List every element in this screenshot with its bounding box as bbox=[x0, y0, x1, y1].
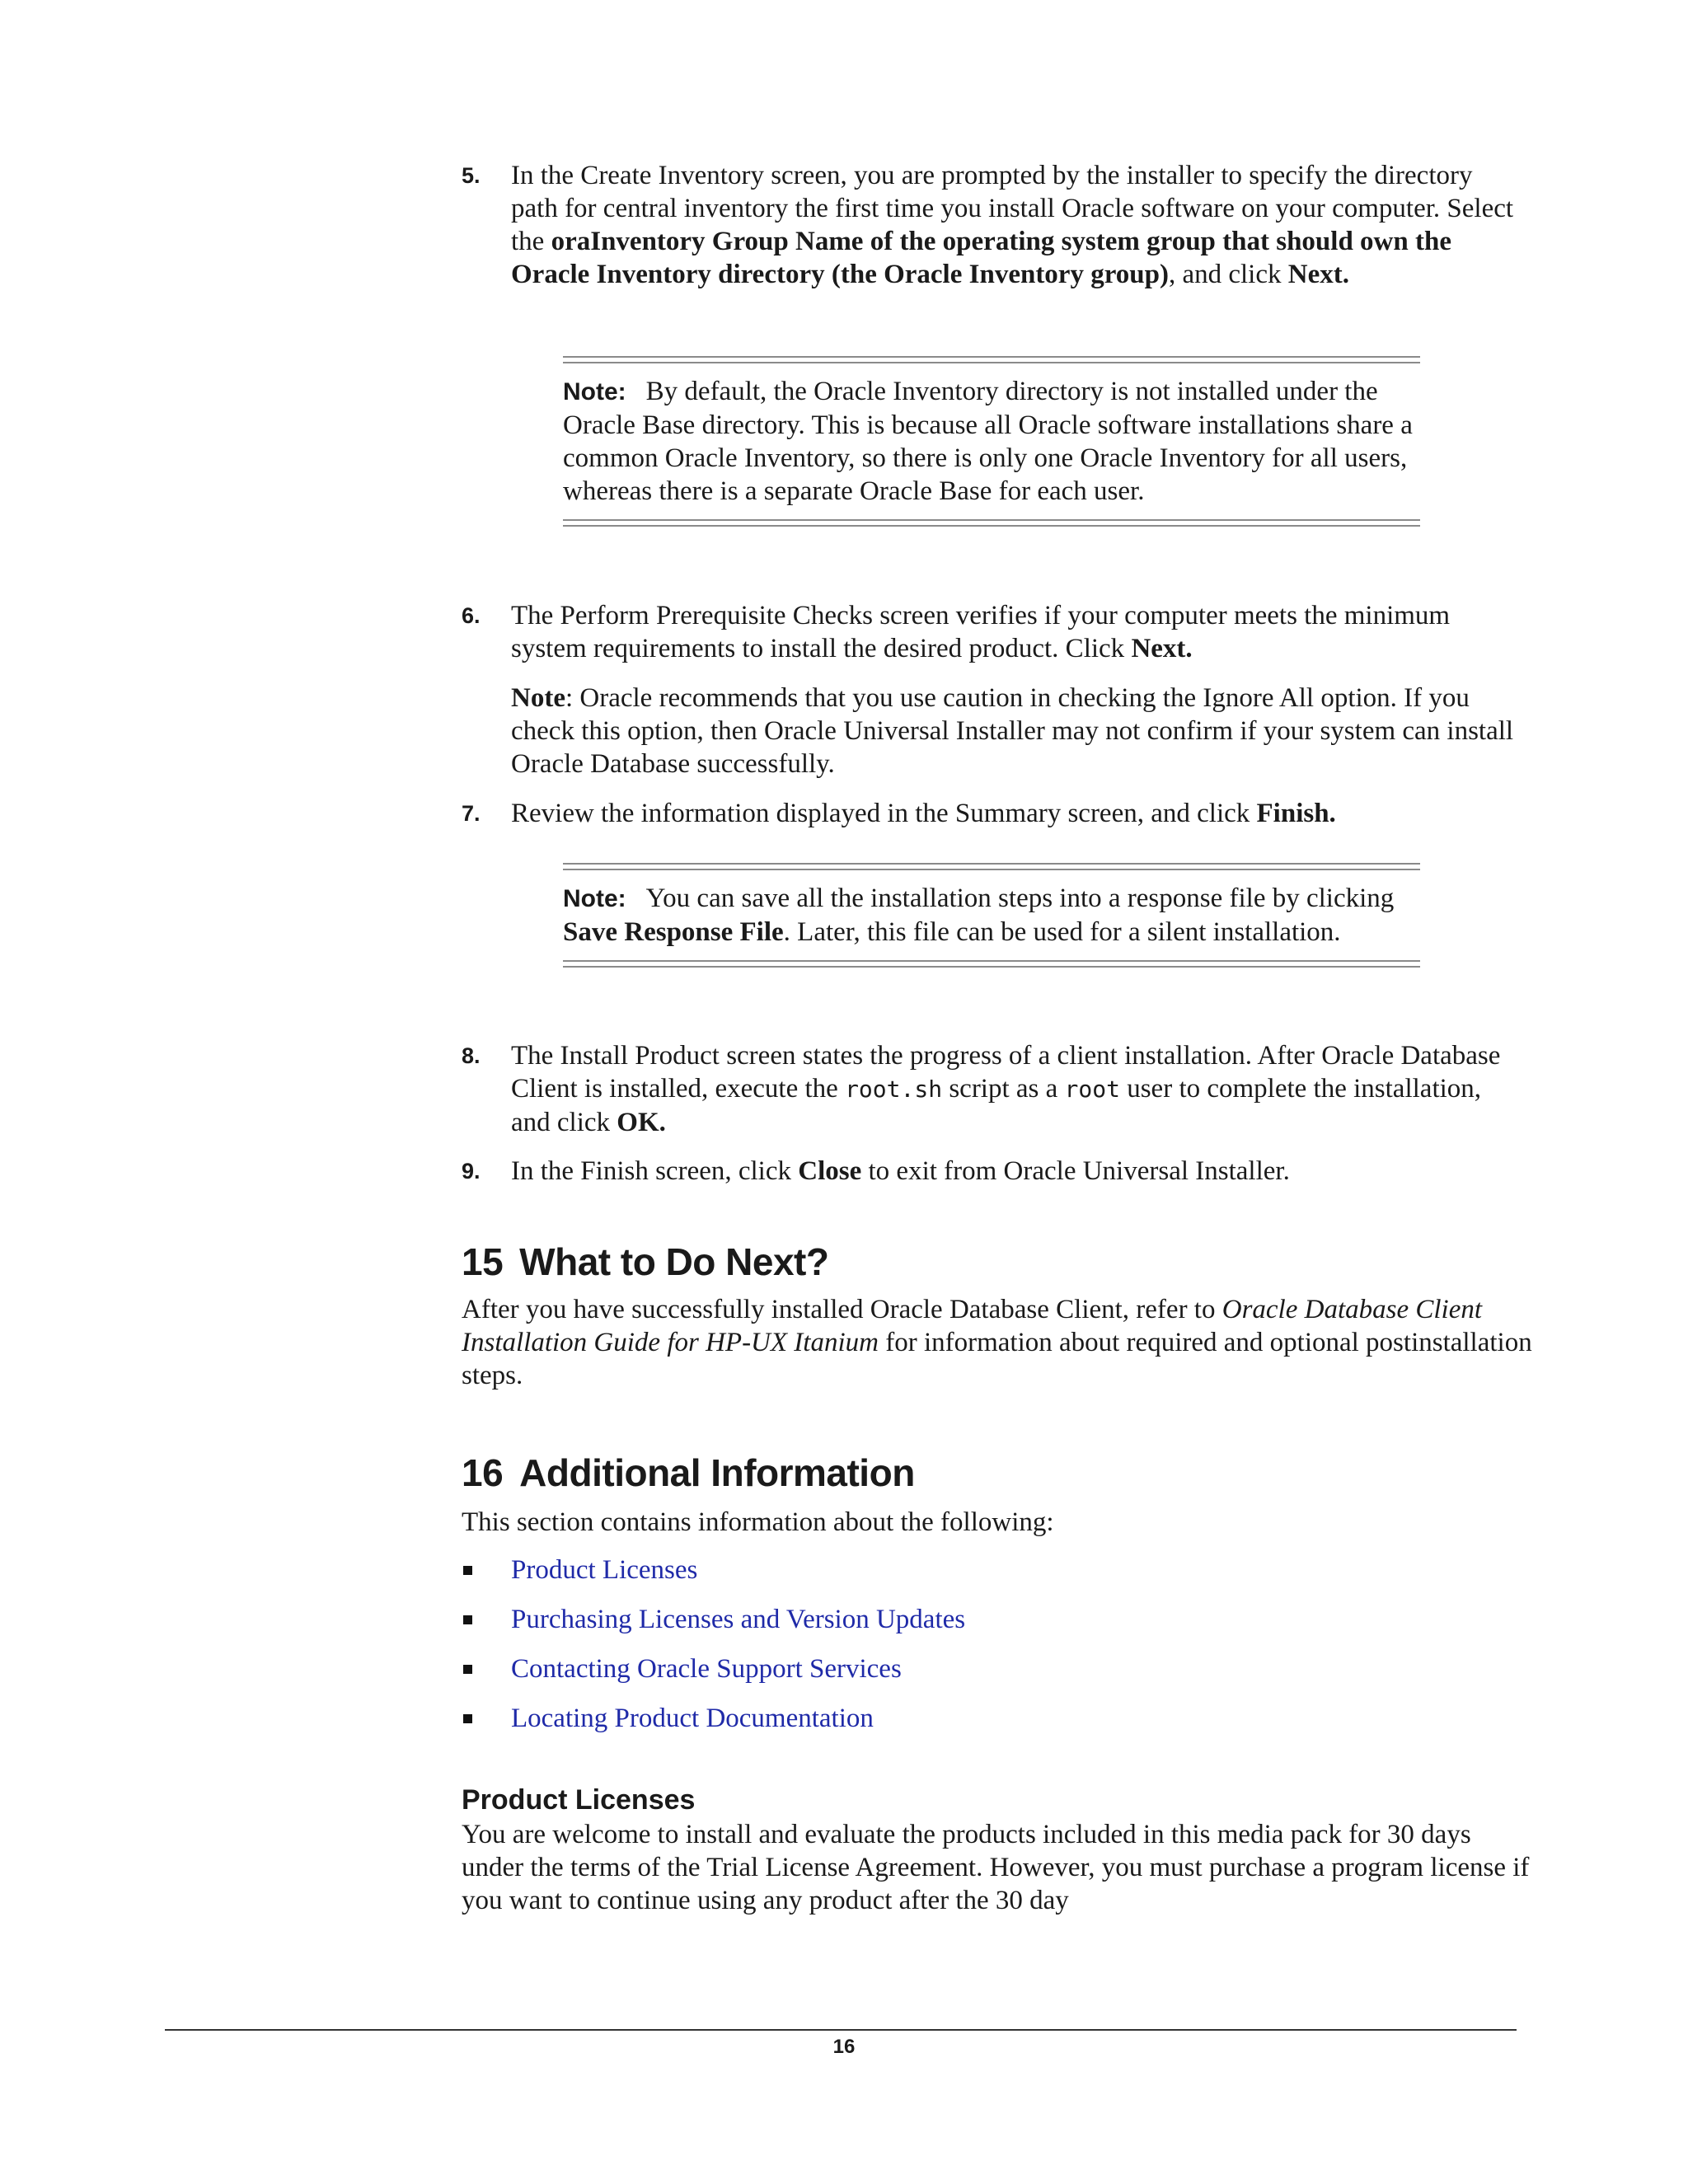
note-top-rule bbox=[563, 356, 1420, 363]
subsection-body: You are welcome to install and evaluate the products included in this media pack for 30 days under the terms of the Trial License Agreement. However, you must purchase a program license if you want to continue using any product after the 30 day bbox=[462, 1820, 1530, 1915]
list-item bbox=[462, 1554, 1533, 1586]
step-number: 9. bbox=[462, 1159, 481, 1183]
list-item bbox=[462, 1702, 1533, 1735]
section-body: After you have successfully installed Oracle Database Client, refer to Oracle Database Client Installation Guide for HP-UX Itanium for information about required and optional postinstallation steps. bbox=[462, 1295, 1532, 1390]
additional-info-links bbox=[462, 1554, 1533, 1735]
step-8 bbox=[462, 1039, 1525, 1139]
note-bottom-rule bbox=[563, 519, 1420, 527]
code-root: root bbox=[1064, 1076, 1120, 1103]
step-number: 8. bbox=[462, 1043, 481, 1068]
link-product-licenses[interactable]: Product Licenses bbox=[511, 1555, 698, 1585]
note-text: Note: You can save all the installation steps into a response file by clicking Save Response File. Later, this file can be used for a silent installation. bbox=[563, 883, 1395, 947]
subsection-heading: Product Licenses bbox=[462, 1784, 696, 1816]
bullet-icon bbox=[463, 1566, 472, 1575]
note-top-rule bbox=[563, 863, 1420, 870]
step-number: 5. bbox=[462, 163, 481, 188]
list-item bbox=[462, 1652, 1533, 1685]
note-label: Note: bbox=[563, 885, 626, 912]
section-heading: 15 What to Do Next? bbox=[462, 1240, 829, 1283]
section-15 bbox=[462, 1239, 1533, 1392]
section-heading: 16 Additional Information bbox=[462, 1451, 915, 1494]
note-bottom-rule bbox=[563, 960, 1420, 968]
note-label: Note: bbox=[563, 378, 626, 405]
step-text: Review the information displayed in the Summary screen, and click Finish. bbox=[511, 799, 1336, 828]
step-number: 6. bbox=[462, 603, 481, 628]
link-locating-documentation[interactable]: Locating Product Documentation bbox=[511, 1704, 874, 1733]
footer-rule bbox=[165, 2029, 1517, 2031]
step-7 bbox=[462, 797, 1525, 830]
link-contacting-support[interactable]: Contacting Oracle Support Services bbox=[511, 1654, 902, 1684]
step-5 bbox=[462, 159, 1525, 291]
step-text: The Perform Prerequisite Checks screen verifies if your computer meets the minimum system requirements to install the desired product. Click Next. bbox=[511, 601, 1451, 663]
step-6 bbox=[462, 599, 1525, 780]
note-box-inventory bbox=[563, 356, 1420, 527]
note-box-response-file bbox=[563, 863, 1420, 968]
bullet-icon bbox=[463, 1714, 472, 1723]
step-note: Note: Oracle recommends that you use caution in checking the Ignore All option. If you check this option, then Oracle Universal Installer may not confirm if your system can install Oracle Database successfully. bbox=[511, 683, 1514, 779]
bullet-icon bbox=[463, 1665, 472, 1674]
step-text: In the Create Inventory screen, you are prompted by the installer to specify the directory path for central inventory the first time you install Oracle software on your computer. Select the oraInventory Group Name of the operating system group that should own the Oracle Inventory directory (the Oracle Inventory group), and click Next. bbox=[511, 161, 1514, 289]
section-16 bbox=[462, 1450, 1533, 1751]
code-root-sh: root.sh bbox=[845, 1076, 943, 1103]
subsection-product-licenses bbox=[462, 1782, 1533, 1917]
page-number: 16 bbox=[832, 2036, 856, 2058]
section-intro: This section contains information about the following: bbox=[462, 1507, 1054, 1537]
list-item bbox=[462, 1603, 1533, 1636]
step-text: The Install Product screen states the progress of a client installation. After Oracle Database Client is installed, execute the root.sh script as a root user to complete the installation, and click OK. bbox=[511, 1041, 1501, 1137]
link-purchasing-licenses[interactable]: Purchasing Licenses and Version Updates bbox=[511, 1605, 966, 1634]
step-text: In the Finish screen, click Close to exit from Oracle Universal Installer. bbox=[511, 1156, 1290, 1186]
note-text: Note: By default, the Oracle Inventory directory is not installed under the Oracle Base directory. This is because all Oracle software installations share a common Oracle Inventory, so there is only one Oracle Inventory for all users, whereas there is a separate Oracle Base for each user. bbox=[563, 377, 1413, 506]
step-number: 7. bbox=[462, 801, 481, 826]
bullet-icon bbox=[463, 1615, 472, 1624]
step-9 bbox=[462, 1155, 1525, 1188]
